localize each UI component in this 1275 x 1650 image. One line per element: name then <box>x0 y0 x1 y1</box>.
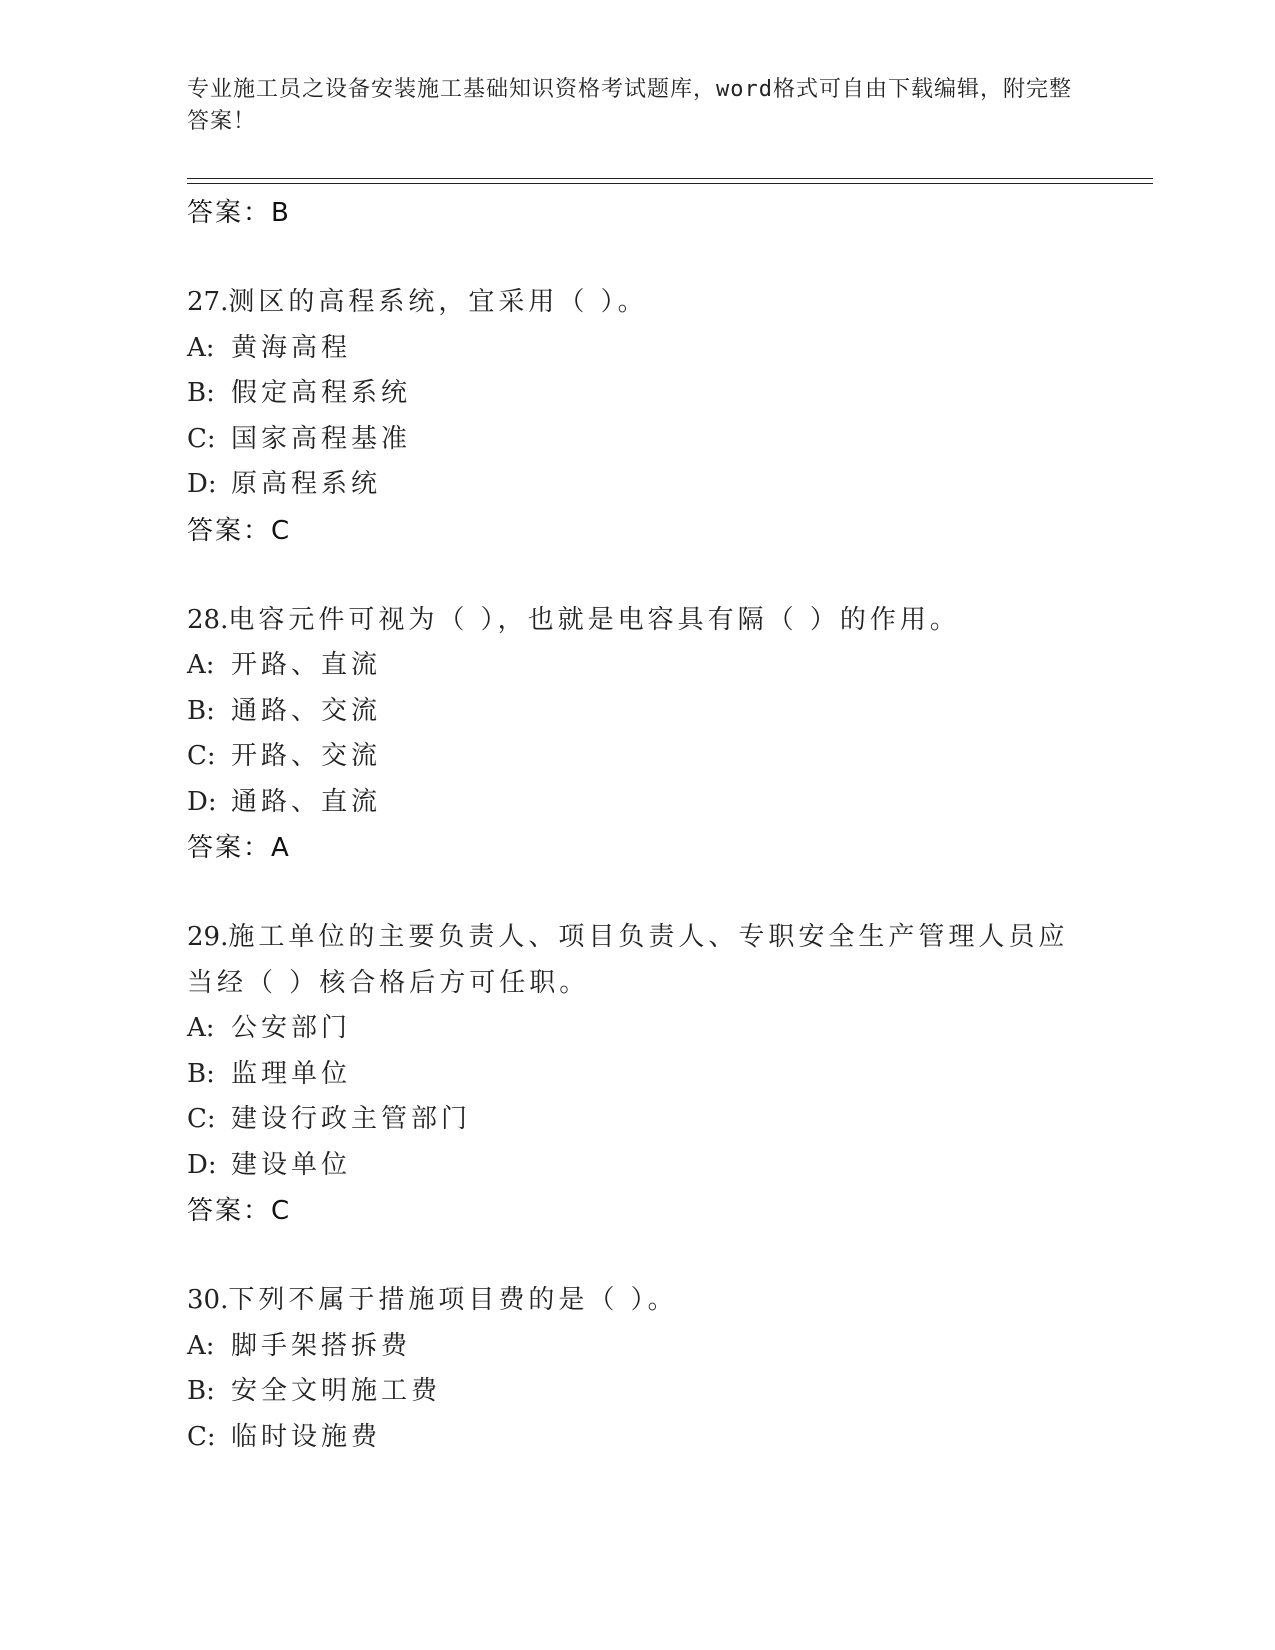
option-d <box>187 462 1153 508</box>
option-text: 建设单位 <box>231 1149 352 1180</box>
option-label: B: <box>187 695 215 726</box>
option-text: 开路、直流 <box>231 650 382 680</box>
option-text: 监理单位 <box>231 1058 352 1089</box>
option-c <box>187 417 1153 463</box>
question-block-27 <box>187 280 1153 554</box>
option-label: C: <box>187 1421 216 1452</box>
question-number: 30. <box>187 1285 229 1315</box>
option-text: 通路、交流 <box>231 695 382 726</box>
option-text: 临时设施费 <box>231 1421 382 1452</box>
question-text <box>187 915 1077 1006</box>
option-text: 建设行政主管部门 <box>231 1104 472 1134</box>
option-label: A: <box>187 650 215 680</box>
question-block-28 <box>187 598 1153 872</box>
question-content <box>187 190 1153 1460</box>
header-rule-top <box>187 178 1153 179</box>
option-b <box>187 1052 1153 1098</box>
option-text: 公安部门 <box>231 1013 352 1043</box>
option-text: 开路、交流 <box>231 741 382 771</box>
question-block-30 <box>187 1278 1153 1460</box>
option-c <box>187 1415 1153 1461</box>
option-label: A: <box>187 332 215 363</box>
question-number: 29. <box>187 922 229 952</box>
question-number: 27. <box>187 287 229 317</box>
question-stem: 施工单位的主要负责人、项目负责人、专职安全生产管理人员应当经（ ）核合格后方可任职。 <box>187 922 1069 998</box>
option-label: A: <box>187 1013 215 1043</box>
question-stem: 下列不属于措施项目费的是（ ）。 <box>228 1285 678 1315</box>
option-a <box>187 1006 1153 1052</box>
option-a <box>187 326 1153 372</box>
option-b <box>187 689 1153 735</box>
question-text <box>187 1278 1153 1324</box>
option-c <box>187 1097 1153 1143</box>
option-label: C: <box>187 741 216 771</box>
question-block-29 <box>187 915 1153 1234</box>
answer-line: 答案：A <box>187 833 291 863</box>
option-c <box>187 734 1153 780</box>
question-text <box>187 598 1153 644</box>
option-text: 脚手架搭拆费 <box>231 1330 412 1361</box>
option-d <box>187 1143 1153 1189</box>
option-text: 黄海高程 <box>231 332 352 363</box>
option-d <box>187 780 1153 826</box>
question-stem: 电容元件可视为（ ），也就是电容具有隔（ ）的作用。 <box>228 604 960 635</box>
option-label: B: <box>187 1376 215 1406</box>
option-text: 原高程系统 <box>231 469 382 499</box>
option-text: 假定高程系统 <box>231 378 412 408</box>
option-label: C: <box>187 423 216 454</box>
answer-line: 答案：B <box>187 198 291 228</box>
answer-line: 答案：C <box>187 1196 292 1226</box>
document-header: 专业施工员之设备安装施工基础知识资格考试题库，word格式可自由下载编辑，附完整答案！ <box>187 77 1072 134</box>
option-a <box>187 643 1153 689</box>
option-text: 安全文明施工费 <box>231 1376 442 1406</box>
option-text: 国家高程基准 <box>231 423 412 454</box>
option-label: D: <box>187 469 217 499</box>
option-b <box>187 1369 1153 1415</box>
option-label: A: <box>187 1330 215 1361</box>
option-b <box>187 371 1153 417</box>
option-label: B: <box>187 1058 215 1089</box>
option-label: B: <box>187 378 215 408</box>
header-rule-bottom <box>187 183 1153 184</box>
option-text: 通路、直流 <box>231 786 382 817</box>
option-label: D: <box>187 786 217 817</box>
option-label: C: <box>187 1104 216 1134</box>
option-label: D: <box>187 1149 217 1180</box>
question-stem: 测区的高程系统，宜采用（ ）。 <box>228 287 648 317</box>
option-a <box>187 1324 1153 1370</box>
answer-line: 答案：C <box>187 515 292 546</box>
question-number: 28. <box>187 604 229 635</box>
question-text <box>187 280 1153 326</box>
